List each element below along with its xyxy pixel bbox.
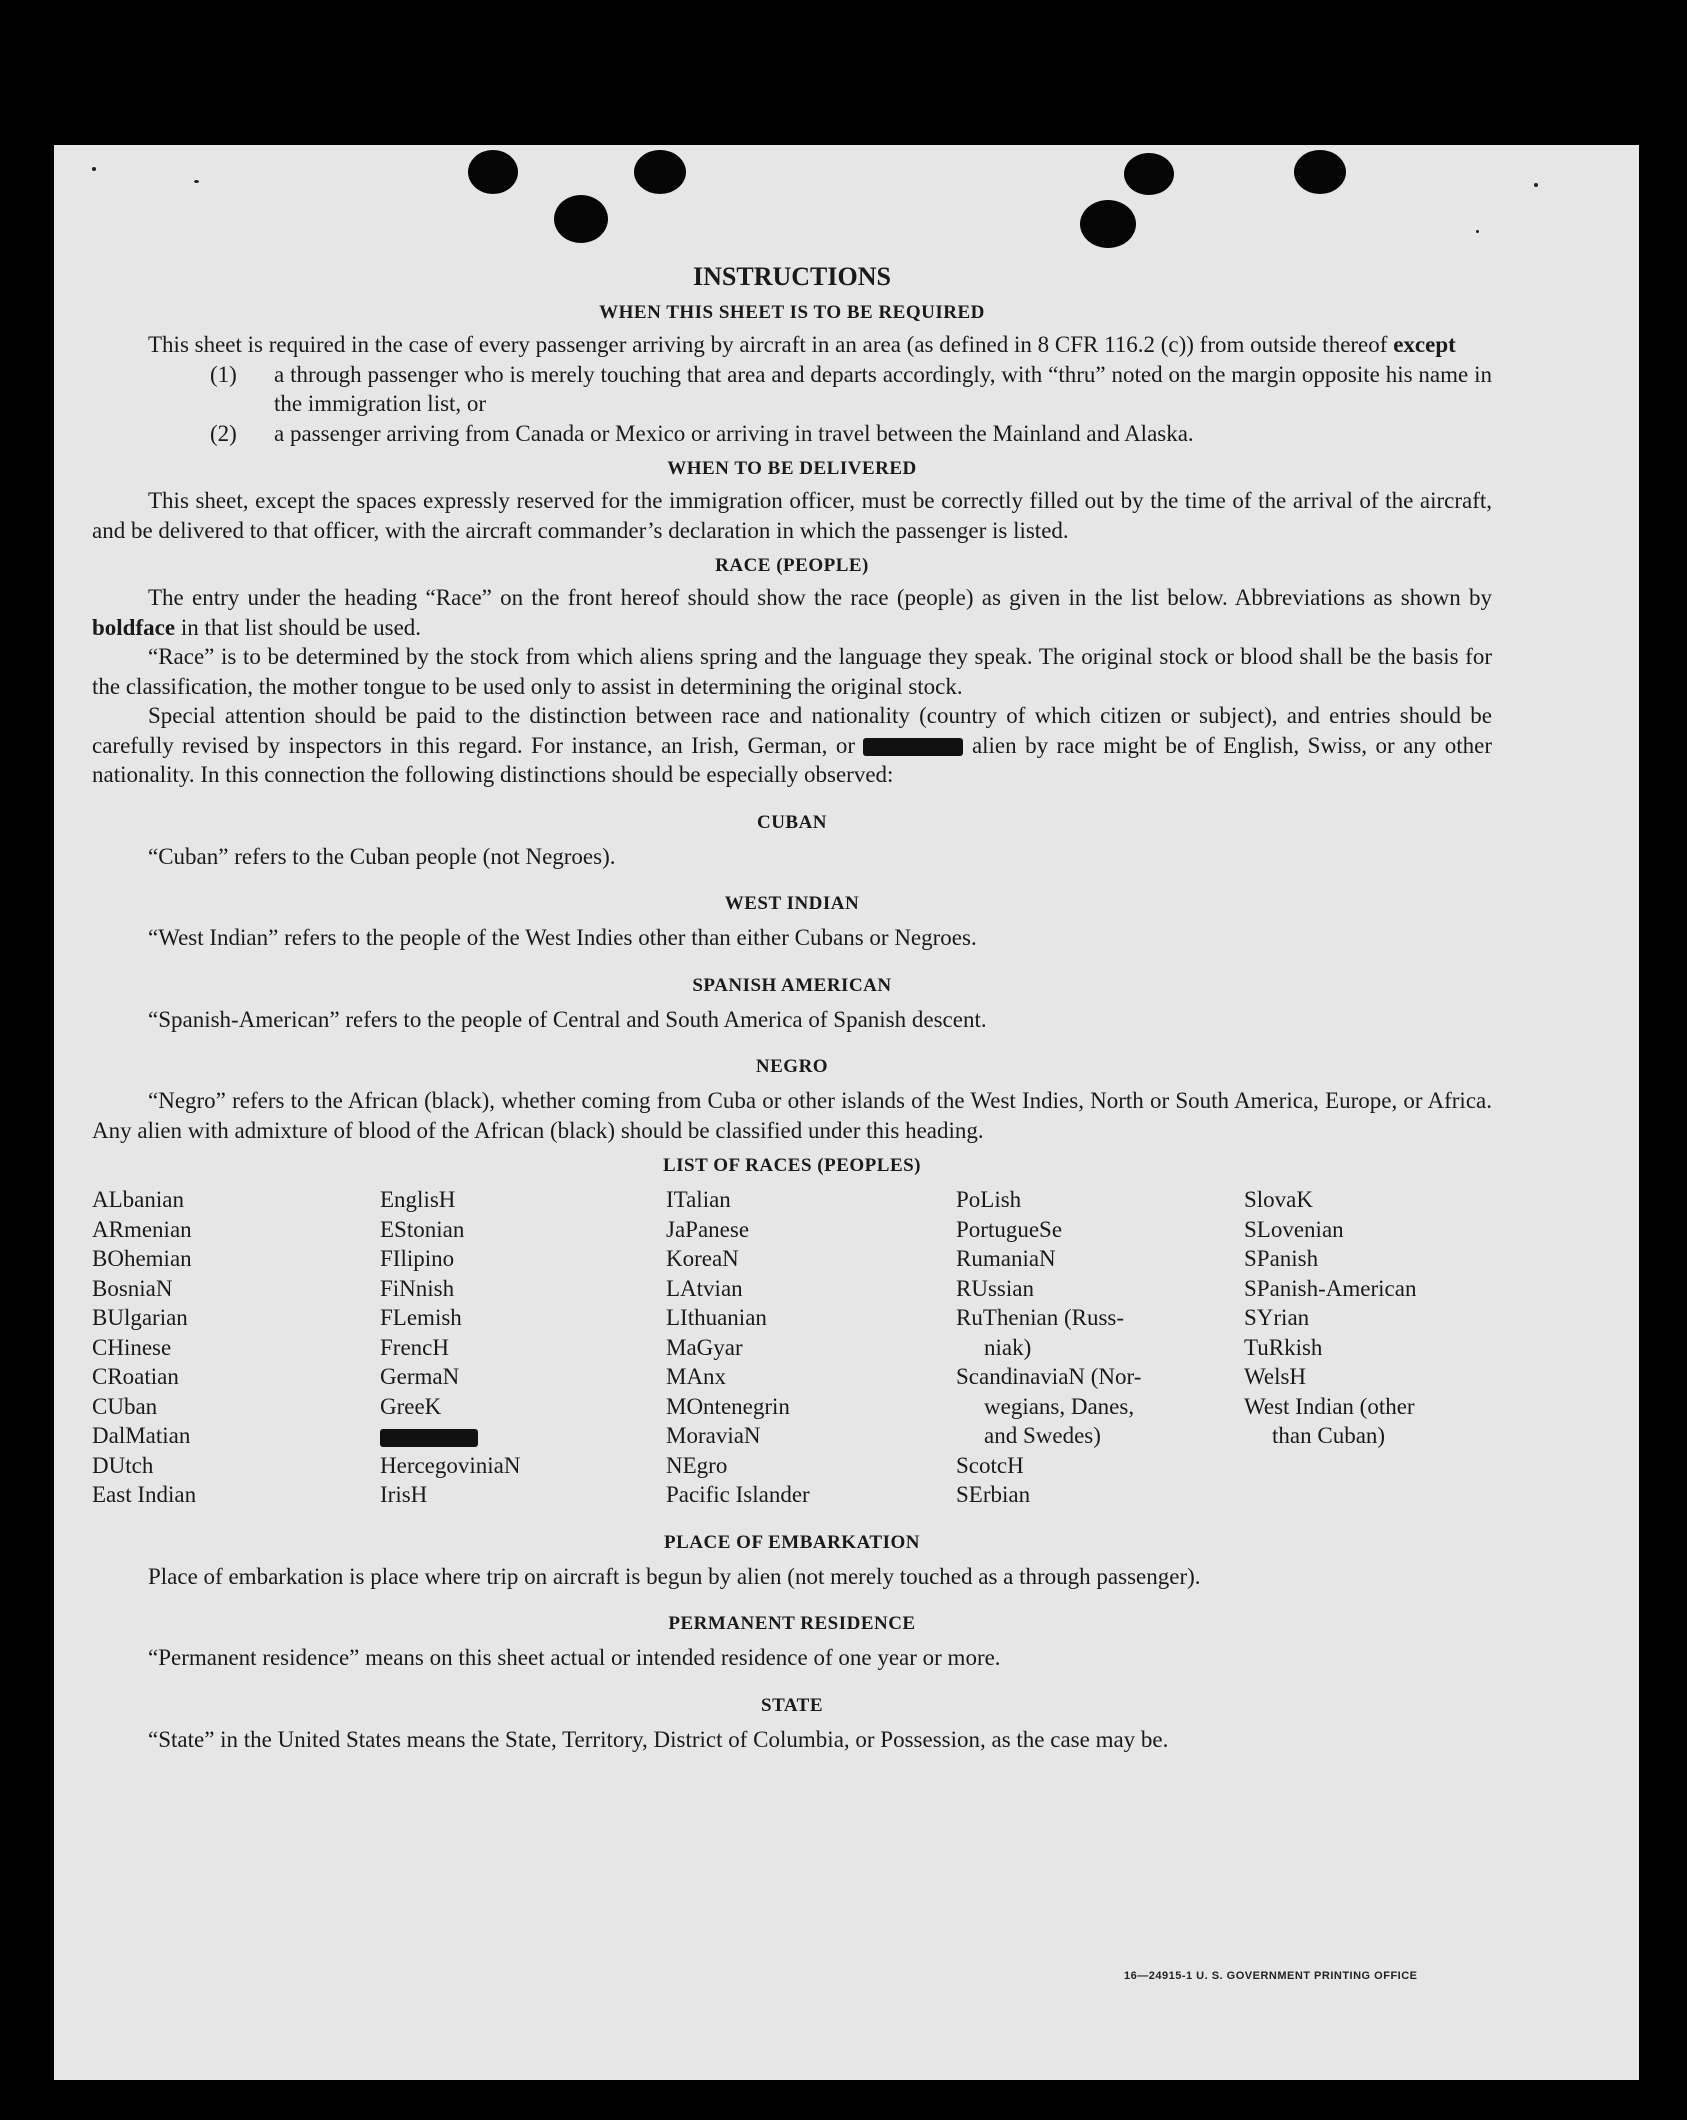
delivered-text: This sheet, except the spaces expressly reserved for the immigration officer, must be correctly filled out by the time of the arrival of the aircraft, and be delivered to that officer, with the aircraft commander’s declaration in which the passenger is listed.	[92, 488, 1492, 543]
race-entry: niak)	[984, 1334, 1032, 1360]
race-entry: than Cuban)	[1272, 1423, 1386, 1448]
race-entry: DalMatian	[92, 1423, 191, 1448]
race-entry: MaGyar	[666, 1334, 743, 1360]
heading-embarkation: PLACE OF EMBARKATION	[664, 1531, 920, 1553]
required-intro	[92, 330, 1492, 360]
required-except: except	[1393, 332, 1456, 357]
race-entry: Pacific Islander	[666, 1482, 810, 1507]
race-entry: NEgro	[666, 1452, 728, 1478]
punch-hole	[554, 195, 608, 243]
punch-hole	[1080, 200, 1136, 248]
race-p3-a: Special attention should be paid to the distinction between race and nationality (country of which citizen or subject), and entries should be carefully revised by inspectors in this regard. For instance, an Irish, German, or	[92, 703, 1492, 758]
race-entry: SPanish-American	[1244, 1275, 1417, 1301]
races-list	[92, 1185, 1492, 1510]
negro-text: “Negro” refers to the African (black), whether coming from Cuba or other islands of the West Indies, North or South America, Europe, or Africa. Any alien with admixture of blood of the African (black) should be classified under this heading.	[92, 1088, 1492, 1143]
speck-mark	[194, 180, 199, 183]
heading-race: RACE (PEOPLE)	[715, 555, 869, 576]
state-text: “State” in the United States means the State, Territory, District of Columbia, or Possession, as the case may be.	[148, 1726, 1169, 1752]
race-entry: ALbanian	[92, 1187, 184, 1212]
spanish-american-text: “Spanish-American” refers to the people of Central and South America of Spanish descent.	[148, 1006, 987, 1032]
race-entry: CRoatian	[92, 1364, 179, 1389]
races-column-5	[1244, 1185, 1484, 1510]
race-entry: SPanish	[1244, 1246, 1319, 1271]
heading-delivered: WHEN TO BE DELIVERED	[667, 458, 917, 479]
race-entry: SYrian	[1244, 1305, 1310, 1330]
race-entry: MoraviaN	[666, 1423, 761, 1448]
redaction-mark	[380, 1429, 478, 1447]
residence-text: “Permanent residence” means on this sheet actual or intended residence of one year or more.	[148, 1645, 1001, 1670]
heading-state: STATE	[761, 1694, 823, 1716]
race-entry: CUban	[92, 1393, 158, 1419]
race-entry: BOhemian	[92, 1246, 192, 1271]
race-entry: PortugueSe	[956, 1216, 1063, 1242]
race-entry: WelsH	[1244, 1364, 1307, 1389]
race-entry: EStonian	[380, 1216, 465, 1242]
race-entry: JaPanese	[666, 1216, 750, 1242]
race-entry: FiNnish	[380, 1275, 455, 1301]
race-paragraph-3	[92, 701, 1492, 790]
race-entry: GreeK	[380, 1393, 442, 1419]
race-entry: SErbian	[956, 1482, 1031, 1507]
race-entry: ScandinaviaN (Nor-	[956, 1364, 1142, 1389]
races-column-1	[92, 1185, 380, 1510]
race-entry: PoLish	[956, 1187, 1022, 1212]
heading-list-of-races: LIST OF RACES (PEOPLES)	[662, 1155, 922, 1176]
race-entry: FLemish	[380, 1305, 462, 1330]
punch-hole	[468, 150, 518, 194]
heading-residence: PERMANENT RESIDENCE	[668, 1613, 916, 1634]
cuban-text: “Cuban” refers to the Cuban people (not Negroes).	[148, 843, 616, 869]
page-title: INSTRUCTIONS	[693, 262, 891, 291]
race-entry: MAnx	[666, 1364, 727, 1389]
heading-spanish-american: SPANISH AMERICAN	[692, 974, 892, 996]
race-entry: CHinese	[92, 1334, 172, 1360]
race-paragraph-2: “Race” is to be determined by the stock from which aliens spring and the language they speak. The original stock or blood shall be the basis for the classification, the mother tongue to be used only to assist in determining the original stock.	[92, 644, 1492, 699]
race-entry: LAtvian	[666, 1275, 743, 1301]
race-entry: RumaniaN	[956, 1246, 1056, 1271]
speck-mark	[1476, 230, 1479, 233]
west-indian-text: “West Indian” refers to the people of the West Indies other than either Cubans or Negroes.	[148, 925, 977, 950]
race-entry: ScotcH	[956, 1452, 1024, 1478]
race-entry: MOntenegrin	[666, 1393, 790, 1419]
race-entry: RUssian	[956, 1275, 1034, 1301]
race-entry: IrisH	[380, 1482, 428, 1507]
printing-office-code: 16—24915-1 U. S. GOVERNMENT PRINTING OFFICE	[1124, 1970, 1418, 1982]
race-p1-boldface: boldface	[92, 614, 176, 640]
race-p1-a: The entry under the heading “Race” on the front hereof should show the race (people) as given in the list below. Abbreviations as shown by	[148, 585, 1492, 610]
race-entry: TuRkish	[1244, 1334, 1323, 1360]
race-entry: KoreaN	[666, 1246, 739, 1271]
speck-mark	[1534, 183, 1538, 187]
document-sheet	[54, 145, 1639, 2080]
race-entry: East Indian	[92, 1482, 197, 1507]
race-entry: SLovenian	[1244, 1216, 1344, 1242]
race-entry: BUlgarian	[92, 1305, 188, 1330]
race-entry: DUtch	[92, 1452, 154, 1478]
race-entry: RuThenian (Russ-	[956, 1305, 1125, 1330]
race-entry: HercegoviniaN	[380, 1452, 521, 1478]
punch-hole	[1124, 153, 1174, 195]
races-column-2	[380, 1185, 666, 1510]
required-item-2	[92, 419, 1492, 449]
race-p3-b: alien by race might be of English, Swiss, or any other nationality. In this connection the following distinctions should be especially observed:	[92, 732, 1493, 787]
races-column-3	[666, 1185, 956, 1510]
races-column-4	[956, 1185, 1244, 1510]
required-item-1	[92, 360, 1492, 419]
heading-negro: NEGRO	[755, 1056, 829, 1077]
required-intro-text: This sheet is required in the case of every passenger arriving by aircraft in an area (as defined in 8 CFR 116.2 (c)) from outside thereof	[148, 332, 1394, 357]
race-entry: ARmenian	[92, 1216, 192, 1242]
punch-hole	[1294, 150, 1346, 194]
race-paragraph-1	[92, 583, 1492, 642]
race-entry: SlovaK	[1244, 1187, 1313, 1212]
race-entry: EnglisH	[380, 1187, 456, 1212]
race-entry: BosniaN	[92, 1275, 173, 1301]
item-text: a passenger arriving from Canada or Mexico or arriving in travel between the Mainland and Alaska.	[274, 420, 1194, 446]
race-entry: FrencH	[380, 1334, 449, 1360]
redacted-race-entry	[380, 1421, 666, 1451]
redaction-mark	[863, 738, 963, 756]
punch-hole	[634, 150, 686, 194]
race-entry: LIthuanian	[666, 1305, 767, 1330]
embarkation-text: Place of embarkation is place where trip on aircraft is begun by alien (not merely touched as a through passenger).	[148, 1563, 1201, 1589]
race-entry: and Swedes)	[984, 1423, 1101, 1448]
race-p1-c: in that list should be used.	[175, 614, 422, 640]
item-text: a through passenger who is merely touching that area and departs accordingly, with “thru” noted on the margin opposite his name in the immigration list, or	[274, 361, 1492, 416]
item-number: (2)	[210, 420, 237, 446]
race-entry: wegians, Danes,	[984, 1393, 1135, 1419]
instructions-content	[92, 262, 1492, 1754]
race-entry: ITalian	[666, 1187, 731, 1212]
race-entry: FIlipino	[380, 1246, 455, 1271]
heading-cuban: CUBAN	[756, 811, 828, 833]
heading-west-indian: WEST INDIAN	[724, 893, 860, 914]
item-number: (1)	[210, 361, 237, 387]
speck-mark	[92, 167, 96, 171]
heading-required: WHEN THIS SHEET IS TO BE REQUIRED	[599, 302, 985, 323]
race-entry: West Indian (other	[1244, 1393, 1415, 1419]
race-entry: GermaN	[380, 1364, 460, 1389]
